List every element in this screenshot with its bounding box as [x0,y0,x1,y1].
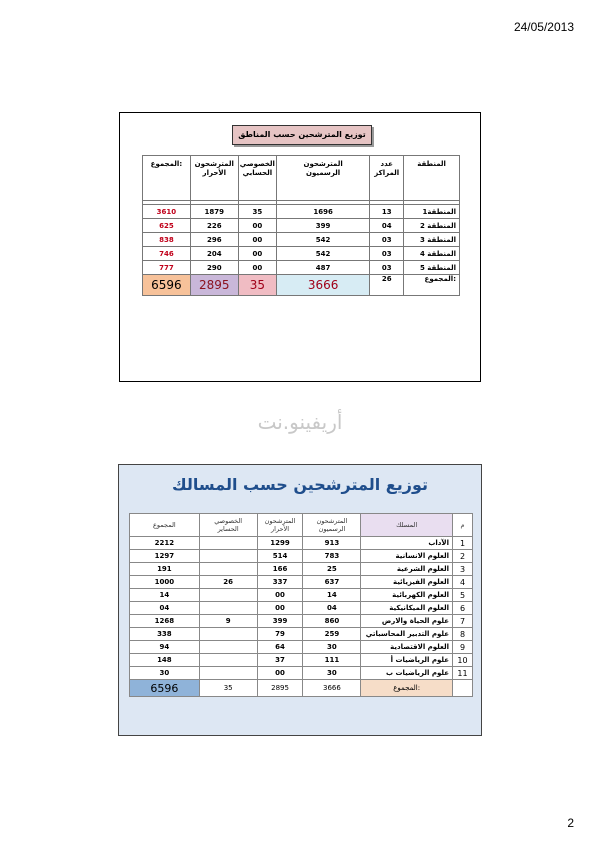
table-row: 1297 514 783 العلوم الانسانية 2 [130,550,473,563]
total-free: 2895 [190,275,238,296]
total-free: 2895 [257,680,303,697]
table-row: 746 204 00 542 03 المنطقة 4 [143,247,460,261]
col-header-free: المترشحون الأحرار [257,514,303,537]
table-row: 625 226 00 399 04 المنطقة 2 [143,219,460,233]
table-row: 148 37 111 علوم الرياضيات أ 10 [130,654,473,667]
col-header-private: الخصوصي الحسابي [238,156,276,201]
document-date: 24/05/2013 [513,20,574,34]
slide-tracks [118,464,482,736]
col-header-free: المترشحون الأحرار [190,156,238,201]
regions-header-row [143,156,460,201]
regions-table [142,155,460,296]
grand-total: 6596 [143,275,191,296]
table-row: 94 64 30 العلوم الاقتصادية 9 [130,641,473,654]
table-row: 04 00 04 العلوم الميكانيكية 6 [130,602,473,615]
total-private: 35 [238,275,276,296]
total-centers: 26 [370,275,404,296]
regions-total-row [143,275,460,296]
table-row: 30 00 30 علوم الرياضيات ب 11 [130,667,473,680]
total-label: المجموع: [404,275,460,296]
total-official: 3666 [303,680,361,697]
col-header-total: المجموع [130,514,200,537]
slide-regions-title: توزيع المترشحين حسب المناطق [232,125,372,145]
table-row: 14 00 14 العلوم الكهربائية 5 [130,589,473,602]
col-header-region: المنطقة [404,156,460,201]
grand-total: 6596 [130,680,200,697]
tracks-table [129,513,473,697]
watermark-text: أريفينو.نت [257,410,343,434]
table-row: 1000 26 337 637 العلوم الفيزيائية 4 [130,576,473,589]
col-header-centers: عدد المراكز [370,156,404,201]
table-row: 777 290 00 487 03 المنطقة 5 [143,261,460,275]
col-header-index: م [453,514,473,537]
col-header-official: المترشحون الرسميون [276,156,369,201]
total-official: 3666 [276,275,369,296]
table-row: 838 296 00 542 03 المنطقة 3 [143,233,460,247]
table-row: 3610 1879 35 1696 13 المنطقة1 [143,205,460,219]
table-row: 1268 9 399 860 علوم الحياة والارض 7 [130,615,473,628]
table-row: 338 79 259 علوم التدبير المحاسباتي 8 [130,628,473,641]
tracks-total-row [130,680,473,697]
total-label: المجموع: [361,680,453,697]
table-row: 191 166 25 العلوم الشرعية 3 [130,563,473,576]
col-header-official: المترشحون الرسميون [303,514,361,537]
col-header-private: الخصوصي الحساير [199,514,257,537]
slide-tracks-title: توزيع المترشحين حسب المسالك [172,475,428,494]
col-header-track: المسلك [361,514,453,537]
page-number: 2 [567,816,574,830]
table-row: 2212 1299 913 الآداب 1 [130,537,473,550]
total-private: 35 [199,680,257,697]
tracks-header-row [130,514,473,537]
col-header-total: المجموع: [143,156,191,201]
slide-regions [119,112,481,382]
